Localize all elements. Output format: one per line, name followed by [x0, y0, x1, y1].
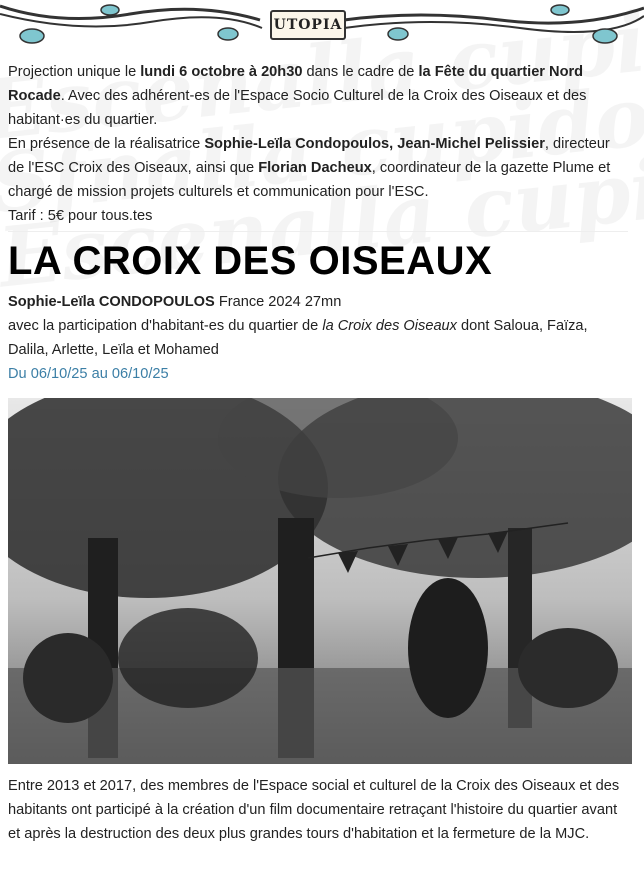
film-meta: France 2024 27mn — [214, 294, 342, 310]
site-banner[interactable] — [0, 0, 644, 52]
film-synopsis: Entre 2013 et 2017, des membres de l'Espace social et culturel de la Croix des Oiseaux et des habitants ont participé à la création d'un film documentaire retraçant l'histoire du quartier avant et après la destruction des deux plus grandes tours d'habitation et la fermeture de la MJC. — [8, 778, 620, 842]
director-name: Sophie-Leïla CONDOPOULOS — [8, 294, 215, 310]
divider — [8, 231, 628, 232]
guest-name: Florian Dacheux — [258, 160, 372, 176]
price-text: Tarif : 5€ pour tous.tes — [8, 208, 153, 224]
intro-paragraph: Projection unique le lundi 6 octobre à 20h30 dans le cadre de la Fête du quartier Nord Rocade. Avec des adhérent-es de l'Espace Socio Culturel de la Croix des Oiseaux et des habitant·es du quartier. — [8, 64, 587, 128]
film-still-photo — [8, 398, 632, 764]
guests-paragraph: En présence de la réalisatrice Sophie-Leïla Condopoulos, Jean-Michel Pelissier, directeur de l'ESC Croix des Oiseaux, ainsi que Florian Dacheux, coordinateur de la gazette Plume et chargé de mission projets culturels et communication pour l'ESC. — [8, 136, 611, 200]
participation-text: avec la participation d'habitant-es du quartier de la Croix des Oiseaux dont Saloua, Faïza, Dalila, Arlette, Leïla et Mohamed — [8, 318, 588, 358]
screening-dates-link[interactable]: Du 06/10/25 au 06/10/25 — [8, 366, 169, 382]
film-credits — [8, 290, 628, 314]
main-content — [8, 60, 628, 846]
event-name: la Fête du quartier Nord Rocade — [8, 64, 584, 104]
guest-names: Sophie-Leïla Condopoulos, Jean-Michel Pelissier — [204, 136, 545, 152]
screening-date: lundi 6 octobre à 20h30 — [140, 64, 303, 80]
logo[interactable]: UTOPIA — [270, 10, 346, 40]
film-title: LA CROIX DES OISEAUX — [8, 239, 493, 283]
